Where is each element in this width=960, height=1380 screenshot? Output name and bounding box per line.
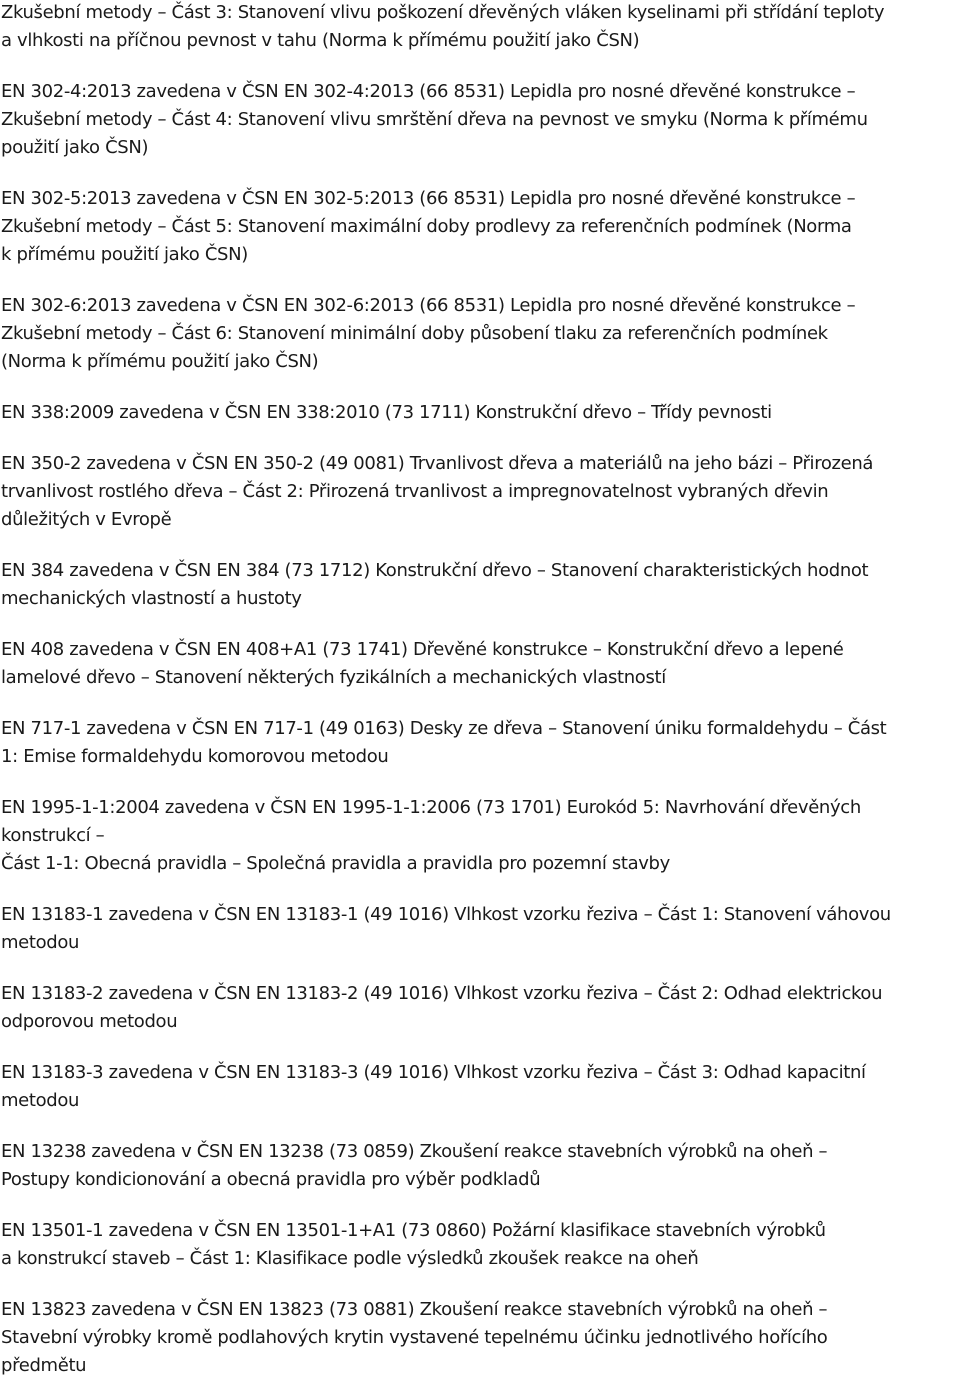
text-line: EN 13238 zavedena v ČSN EN 13238 (73 0859) Zkoušení reakce stavebních výrobků na oheň – xyxy=(1,1141,828,1162)
standard-entry xyxy=(1,980,959,1036)
standard-entry xyxy=(1,450,959,534)
text-line: Zkušební metody – Část 3: Stanovení vlivu poškození dřevěných vláken kyselinami při střídání teploty xyxy=(1,2,885,23)
text-line: a konstrukcí staveb – Část 1: Klasifikace podle výsledků zkoušek reakce na oheň xyxy=(1,1248,699,1269)
standard-entry xyxy=(1,1059,959,1115)
text-line: Stavební výrobky kromě podlahových krytin vystavené tepelnému účinku jednotlivého hořícího xyxy=(1,1327,828,1348)
text-line: Zkušební metody – Část 5: Stanovení maximální doby prodlevy za referenčních podmínek (Norma xyxy=(1,216,852,237)
standard-entry xyxy=(1,399,959,427)
standard-entry xyxy=(1,636,959,692)
text-line: EN 13183-2 zavedena v ČSN EN 13183-2 (49 1016) Vlhkost vzorku řeziva – Část 2: Odhad elektrickou xyxy=(1,983,883,1004)
standards-document xyxy=(1,0,959,1380)
standard-entry xyxy=(1,794,959,878)
text-line: EN 302-4:2013 zavedena v ČSN EN 302-4:2013 (66 8531) Lepidla pro nosné dřevěné konstrukce – xyxy=(1,81,856,102)
text-line: konstrukcí – xyxy=(1,825,105,846)
standard-entry xyxy=(1,901,959,957)
text-line: trvanlivost rostlého dřeva – Část 2: Přirozená trvanlivost a impregnovatelnost vybraných dřevin xyxy=(1,481,829,502)
text-line: Zkušební metody – Část 4: Stanovení vlivu smrštění dřeva na pevnost ve smyku (Norma k přímému xyxy=(1,109,868,130)
standard-entry xyxy=(1,1138,959,1194)
text-line: EN 13183-3 zavedena v ČSN EN 13183-3 (49 1016) Vlhkost vzorku řeziva – Část 3: Odhad kapacitní xyxy=(1,1062,866,1083)
text-line: předmětu xyxy=(1,1355,87,1376)
text-line: Zkušební metody – Část 6: Stanovení minimální doby působení tlaku za referenčních podmínek xyxy=(1,323,828,344)
standard-entry xyxy=(1,1296,959,1380)
standard-entry xyxy=(1,292,959,376)
text-line: EN 717-1 zavedena v ČSN EN 717-1 (49 0163) Desky ze dřeva – Stanovení úniku formaldehydu – Část xyxy=(1,718,887,739)
text-line: (Norma k přímému použití jako ČSN) xyxy=(1,351,319,372)
text-line: Postupy kondicionování a obecná pravidla pro výběr podkladů xyxy=(1,1169,541,1190)
text-line: EN 13823 zavedena v ČSN EN 13823 (73 0881) Zkoušení reakce stavebních výrobků na oheň – xyxy=(1,1299,828,1320)
standard-entry xyxy=(1,0,959,55)
text-line: EN 408 zavedena v ČSN EN 408+A1 (73 1741) Dřevěné konstrukce – Konstrukční dřevo a lepené xyxy=(1,639,844,660)
text-line: metodou xyxy=(1,1090,80,1111)
text-line: k přímému použití jako ČSN) xyxy=(1,244,248,265)
text-line: 1: Emise formaldehydu komorovou metodou xyxy=(1,746,389,767)
text-line: a vlhkosti na příčnou pevnost v tahu (Norma k přímému použití jako ČSN) xyxy=(1,30,640,51)
text-line: EN 13183-1 zavedena v ČSN EN 13183-1 (49 1016) Vlhkost vzorku řeziva – Část 1: Stanovení váhovou xyxy=(1,904,891,925)
text-line: lamelové dřevo – Stanovení některých fyzikálních a mechanických vlastností xyxy=(1,667,666,688)
standard-entry xyxy=(1,185,959,269)
text-line: EN 350-2 zavedena v ČSN EN 350-2 (49 0081) Trvanlivost dřeva a materiálů na jeho bázi – Přirozená xyxy=(1,453,874,474)
text-line: použití jako ČSN) xyxy=(1,137,149,158)
text-line: EN 1995-1-1:2004 zavedena v ČSN EN 1995-1-1:2006 (73 1701) Eurokód 5: Navrhování dřevěných xyxy=(1,797,861,818)
text-line: odporovou metodou xyxy=(1,1011,178,1032)
text-line: EN 384 zavedena v ČSN EN 384 (73 1712) Konstrukční dřevo – Stanovení charakteristických hodnot xyxy=(1,560,869,581)
text-line: důležitých v Evropě xyxy=(1,509,172,530)
text-line: metodou xyxy=(1,932,80,953)
text-line: EN 302-5:2013 zavedena v ČSN EN 302-5:2013 (66 8531) Lepidla pro nosné dřevěné konstrukce – xyxy=(1,188,856,209)
text-line: EN 338:2009 zavedena v ČSN EN 338:2010 (73 1711) Konstrukční dřevo – Třídy pevnosti xyxy=(1,402,772,423)
text-line: EN 13501-1 zavedena v ČSN EN 13501-1+A1 (73 0860) Požární klasifikace stavebních výrobků xyxy=(1,1220,826,1241)
text-line: EN 302-6:2013 zavedena v ČSN EN 302-6:2013 (66 8531) Lepidla pro nosné dřevěné konstrukce – xyxy=(1,295,856,316)
standard-entry xyxy=(1,1217,959,1273)
standard-entry xyxy=(1,715,959,771)
standard-entry xyxy=(1,557,959,613)
text-line: Část 1-1: Obecná pravidla – Společná pravidla a pravidla pro pozemní stavby xyxy=(1,853,670,874)
standard-entry xyxy=(1,78,959,162)
text-line: mechanických vlastností a hustoty xyxy=(1,588,302,609)
